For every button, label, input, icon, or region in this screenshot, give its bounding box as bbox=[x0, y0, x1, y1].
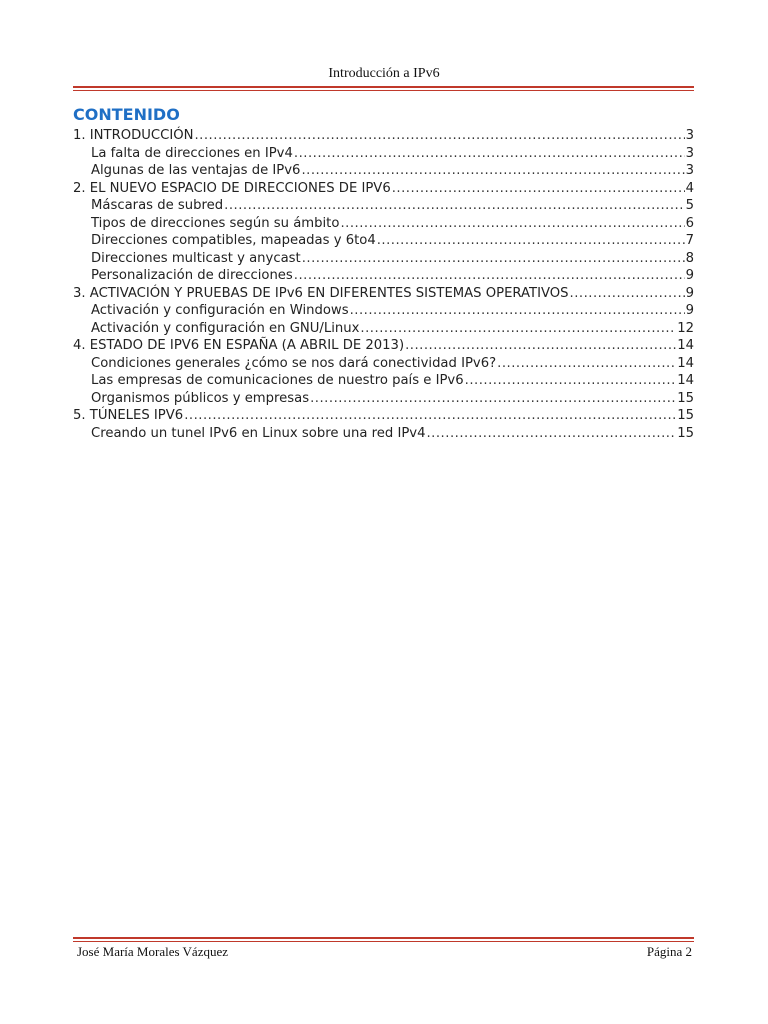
toc-entry[interactable] bbox=[73, 425, 694, 443]
toc-entry-title: 1. INTRODUCCIÓN bbox=[73, 128, 194, 143]
toc-entry-page: 5 bbox=[685, 198, 694, 213]
toc-entry-page: 9 bbox=[685, 285, 694, 301]
toc-entry-page: 14 bbox=[677, 373, 694, 388]
toc-entry-page: 6 bbox=[685, 215, 694, 231]
page-header-title: Introducción a IPv6 bbox=[328, 66, 440, 81]
toc-entry-title: Algunas de las ventajas de IPv6 bbox=[91, 163, 301, 178]
toc-entry[interactable] bbox=[73, 390, 694, 408]
toc-leader-dots bbox=[360, 320, 676, 338]
toc-entry-page: 14 bbox=[677, 355, 694, 371]
toc-entry-page: 9 bbox=[685, 303, 694, 318]
toc-entry[interactable] bbox=[73, 127, 694, 145]
toc-entry-title: Direcciones multicast y anycast bbox=[91, 250, 301, 266]
toc-leader-dots bbox=[184, 407, 676, 425]
toc-entry-title: La falta de direcciones en IPv4 bbox=[91, 145, 293, 161]
toc-entry[interactable] bbox=[73, 232, 694, 250]
toc-entry[interactable] bbox=[73, 302, 694, 320]
toc-leader-dots bbox=[310, 390, 676, 408]
toc-entry[interactable] bbox=[73, 355, 694, 373]
toc-entry[interactable] bbox=[73, 320, 694, 338]
toc-entry-title: Tipos de direcciones según su ámbito bbox=[91, 215, 340, 231]
toc-leader-dots bbox=[302, 250, 685, 268]
toc-leader-dots bbox=[570, 285, 685, 303]
footer-rule bbox=[73, 937, 694, 942]
table-of-contents bbox=[73, 127, 694, 442]
toc-entry-page: 14 bbox=[677, 338, 694, 353]
toc-entry[interactable] bbox=[73, 372, 694, 390]
toc-entry[interactable] bbox=[73, 250, 694, 268]
toc-entry-title: Creando un tunel IPv6 en Linux sobre una red IPv4 bbox=[91, 425, 426, 441]
toc-entry-title: Activación y configuración en GNU/Linux bbox=[91, 320, 360, 336]
toc-leader-dots bbox=[301, 162, 684, 180]
toc-entry[interactable] bbox=[73, 267, 694, 285]
toc-leader-dots bbox=[426, 425, 676, 443]
toc-entry-title: Condiciones generales ¿cómo se nos dará conectividad IPv6? bbox=[91, 355, 497, 371]
toc-entry-page: 15 bbox=[677, 425, 694, 441]
toc-leader-dots bbox=[465, 372, 677, 390]
toc-entry-title: Máscaras de subred bbox=[91, 198, 224, 213]
toc-entry-title: Organismos públicos y empresas bbox=[91, 390, 310, 406]
toc-entry-title: 4. ESTADO DE IPV6 EN ESPAÑA (A ABRIL DE 2013) bbox=[73, 338, 405, 353]
toc-entry-page: 7 bbox=[685, 233, 694, 248]
toc-entry[interactable] bbox=[73, 162, 694, 180]
toc-entry[interactable] bbox=[73, 197, 694, 215]
toc-entry[interactable] bbox=[73, 407, 694, 425]
toc-entry[interactable] bbox=[73, 285, 694, 303]
header-rule bbox=[73, 86, 694, 91]
toc-entry[interactable] bbox=[73, 215, 694, 233]
toc-entry-title: 3. ACTIVACIÓN Y PRUEBAS DE IPv6 EN DIFERENTES SISTEMAS OPERATIVOS bbox=[73, 285, 569, 301]
toc-entry-title: Personalización de direcciones bbox=[91, 268, 293, 283]
toc-entry-page: 3 bbox=[685, 145, 694, 161]
toc-entry-title: Direcciones compatibles, mapeadas y 6to4 bbox=[91, 233, 376, 248]
toc-entry-title: 2. EL NUEVO ESPACIO DE DIRECCIONES DE IPV6 bbox=[73, 180, 391, 196]
toc-leader-dots bbox=[350, 302, 685, 320]
toc-leader-dots bbox=[497, 355, 676, 373]
toc-leader-dots bbox=[405, 337, 676, 355]
toc-entry-page: 3 bbox=[685, 128, 694, 143]
toc-entry-title: Activación y configuración en Windows bbox=[91, 303, 349, 318]
toc-leader-dots bbox=[224, 197, 684, 215]
toc-entry-page: 15 bbox=[677, 408, 694, 423]
toc-entry-page: 3 bbox=[685, 163, 694, 178]
toc-leader-dots bbox=[340, 215, 684, 233]
toc-entry-page: 4 bbox=[685, 180, 694, 196]
toc-heading: CONTENIDO bbox=[73, 105, 180, 124]
toc-entry[interactable] bbox=[73, 180, 694, 198]
footer-author: José María Morales Vázquez bbox=[77, 944, 229, 959]
toc-leader-dots bbox=[294, 267, 685, 285]
toc-leader-dots bbox=[194, 127, 684, 145]
toc-entry[interactable] bbox=[73, 337, 694, 355]
toc-entry-page: 15 bbox=[677, 390, 694, 406]
toc-leader-dots bbox=[377, 232, 685, 250]
toc-entry-page: 12 bbox=[677, 320, 694, 336]
toc-entry-page: 9 bbox=[685, 268, 694, 283]
toc-entry-title: 5. TÚNELES IPV6 bbox=[73, 408, 184, 423]
toc-entry[interactable] bbox=[73, 145, 694, 163]
toc-leader-dots bbox=[294, 145, 685, 163]
footer-page-number: Página 2 bbox=[646, 944, 692, 959]
toc-entry-title: Las empresas de comunicaciones de nuestro país e IPv6 bbox=[91, 373, 464, 388]
toc-entry-page: 8 bbox=[685, 250, 694, 266]
toc-leader-dots bbox=[392, 180, 685, 198]
